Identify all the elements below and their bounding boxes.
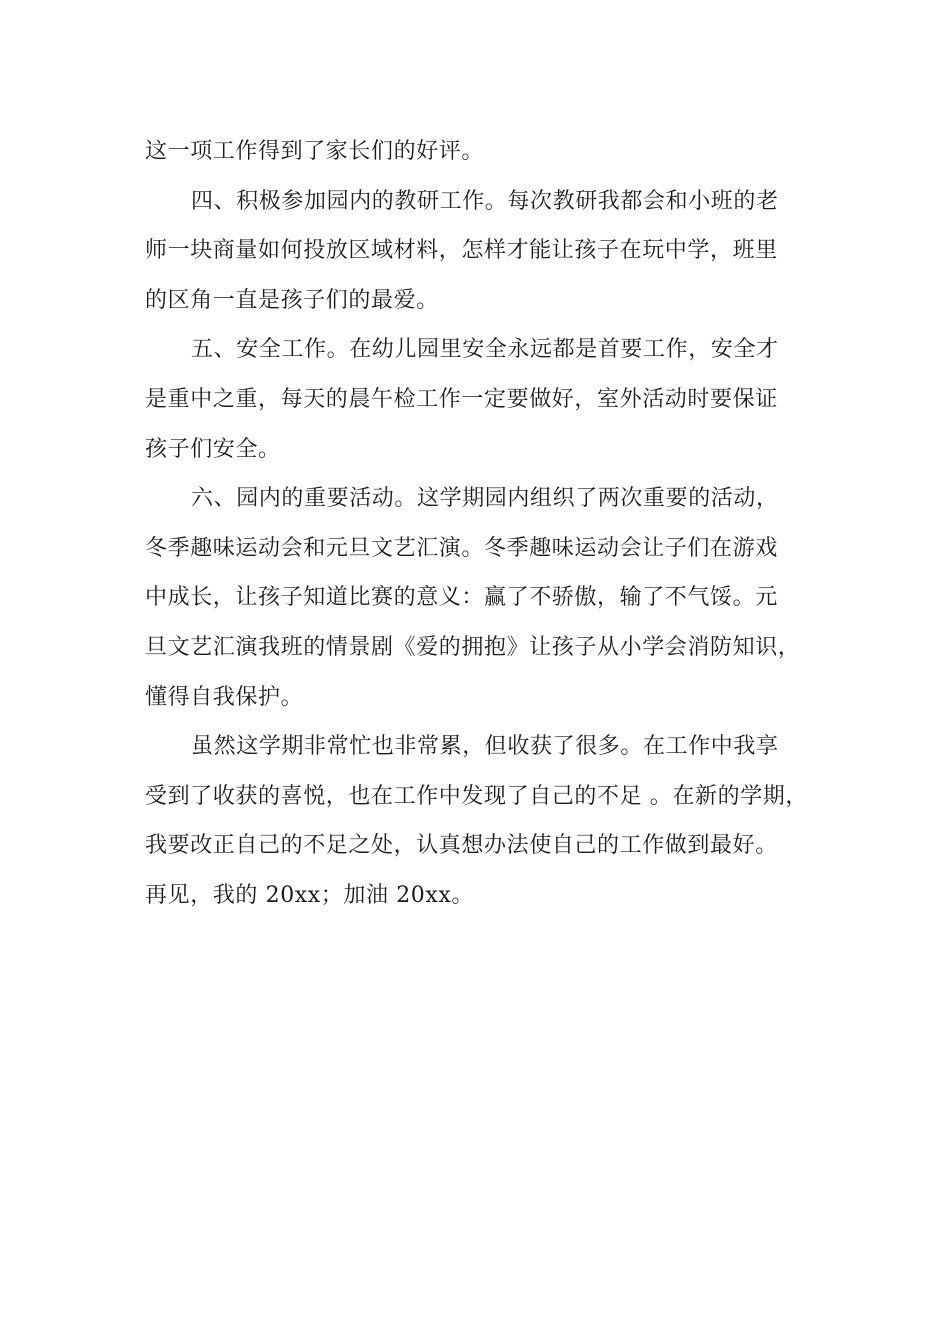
paragraph-1 (145, 127, 825, 177)
text-line: 六、园内的重要活动。这学期园内组织了两次重要的活动， (191, 486, 779, 512)
text-line: 受到了收获的喜悦，也在工作中发现了自己的不足 。在新的学期， (145, 783, 808, 809)
text-line: 冬季趣味运动会和元旦文艺汇演。冬季趣味运动会让子们在游戏 (145, 535, 778, 561)
text-line: 旦文艺汇演我班的情景剧《爱的拥抱》让孩子从小学会消防知识， (145, 634, 801, 660)
text-line: 中成长，让孩子知道比赛的意义：赢了不骄傲，输了不气馁。元 (145, 585, 778, 611)
document-body (145, 127, 825, 921)
text-line: 四、积极参加园内的教研工作。每次教研我都会和小班的老 (191, 188, 779, 214)
paragraph-3 (145, 325, 825, 474)
text-line: 孩子们安全。 (145, 436, 281, 462)
text-line: 的区角一直是孩子们的最爱。 (145, 287, 439, 313)
text-line: 再见，我的 20xx；加油 20xx。 (145, 882, 475, 908)
text-line: 是重中之重，每天的晨午检工作一定要做好，室外活动时要保证 (145, 386, 778, 412)
paragraph-5 (145, 722, 825, 920)
text-line: 这一项工作得到了家长们的好评。 (145, 139, 485, 164)
paragraph-2 (145, 177, 825, 326)
text-line: 我要改正自己的不足之处，认真想办法使自己的工作做到最好。 (145, 833, 778, 859)
text-line: 懂得自我保护。 (145, 684, 304, 710)
text-line: 师一块商量如何投放区域材料，怎样才能让孩子在玩中学，班里 (145, 238, 778, 264)
paragraph-4 (145, 474, 825, 722)
text-line: 五、安全工作。在幼儿园里安全永远都是首要工作，安全才 (191, 337, 779, 363)
text-line: 虽然这学期非常忙也非常累，但收获了很多。在工作中我享 (191, 734, 779, 760)
